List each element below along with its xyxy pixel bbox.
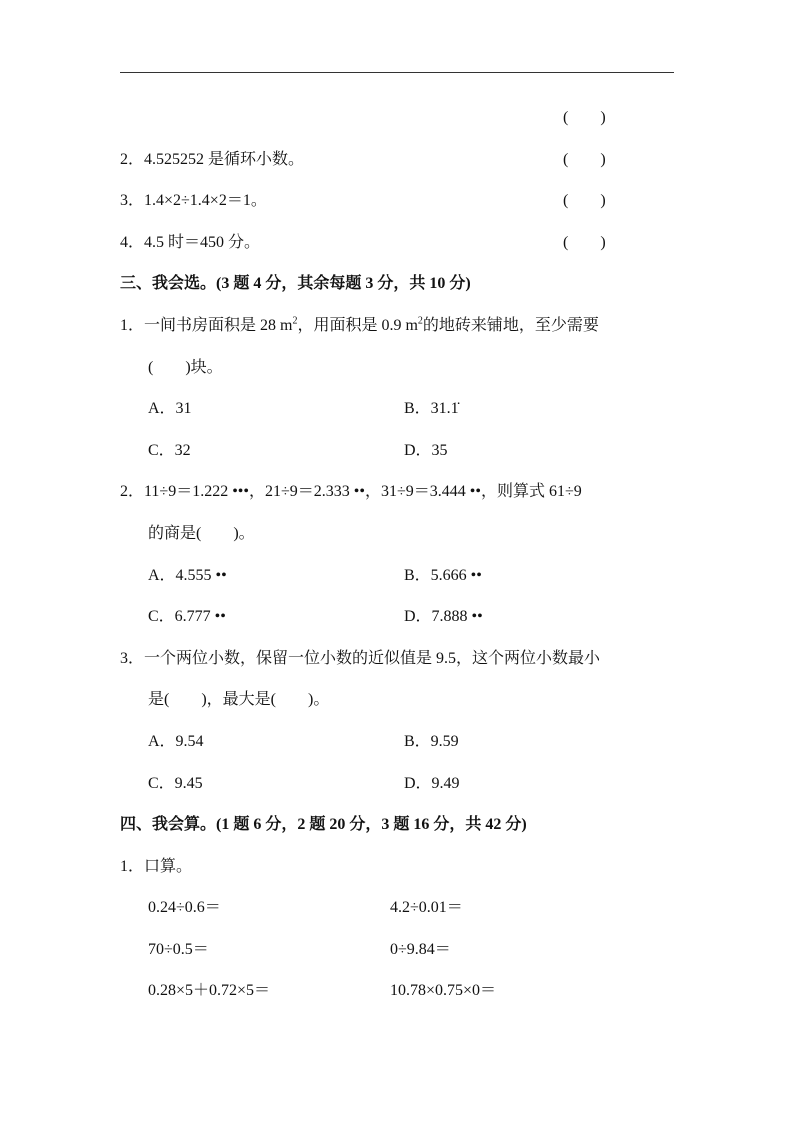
answer-paren[interactable]: ( ) bbox=[563, 150, 606, 168]
question-text: ( )块。 bbox=[148, 358, 223, 376]
judge-item bbox=[120, 97, 680, 139]
option-a[interactable]: A．4.555 •• bbox=[148, 566, 227, 584]
section-title: 四、我会算。(1 题 6 分，2 题 20 分，3 题 16 分，共 42 分) bbox=[120, 816, 527, 834]
question-text: 的商是( )。 bbox=[148, 524, 255, 542]
judge-text: 4．4.5 时＝450 分。 bbox=[120, 233, 261, 251]
option-row bbox=[120, 763, 680, 805]
judge-text: 2．4.525252 是循环小数。 bbox=[120, 150, 305, 168]
judge-item bbox=[120, 222, 680, 264]
superscript: 2 bbox=[417, 315, 423, 327]
option-row bbox=[120, 721, 680, 763]
answer-paren[interactable]: ( ) bbox=[563, 233, 606, 251]
option-c[interactable]: C．6.777 •• bbox=[148, 608, 226, 626]
question-text: 3．一个两位小数，保留一位小数的近似值是 9.5，这个两位小数最小 bbox=[120, 649, 601, 667]
worksheet-body bbox=[120, 97, 680, 1012]
q-text: ，用面积是 0.9 m bbox=[297, 316, 418, 334]
option-c[interactable]: C．9.45 bbox=[148, 774, 203, 792]
option-row bbox=[120, 388, 680, 430]
question-text: 1．口算。 bbox=[120, 857, 193, 875]
question-text: 是( )，最大是( )。 bbox=[148, 691, 330, 709]
option-c[interactable]: C．32 bbox=[148, 441, 191, 459]
answer-paren[interactable]: ( ) bbox=[563, 192, 606, 210]
option-d[interactable]: D．7.888 •• bbox=[404, 608, 483, 626]
option-a[interactable]: A．9.54 bbox=[148, 732, 204, 750]
option-b[interactable]: B．5.666 •• bbox=[404, 566, 482, 584]
answer-paren[interactable]: ( ) bbox=[563, 109, 606, 126]
option-a[interactable]: A．31 bbox=[148, 400, 192, 418]
superscript: 2 bbox=[292, 315, 298, 327]
calc-item: 10.78×0.75×0＝ bbox=[390, 982, 497, 1000]
calc-item: 4.2÷0.01＝ bbox=[390, 899, 463, 917]
option-row bbox=[120, 555, 680, 597]
calc-row bbox=[120, 929, 680, 971]
calc-row bbox=[120, 887, 680, 929]
calc-row bbox=[120, 970, 680, 1012]
question-text: 2．11÷9＝1.222 •••，21÷9＝2.333 ••，31÷9＝3.444 ••，则算式 61÷9 bbox=[120, 483, 582, 501]
option-row bbox=[120, 596, 680, 638]
header-rule bbox=[120, 72, 674, 73]
question-text bbox=[120, 305, 680, 347]
calc-item: 70÷0.5＝ bbox=[148, 940, 209, 958]
judge-item bbox=[120, 139, 680, 181]
calc-item: 0.28×5＋0.72×5＝ bbox=[148, 982, 271, 1000]
option-d[interactable]: D．35 bbox=[404, 441, 448, 459]
section-title: 三、我会选。(3 题 4 分，其余每题 3 分，共 10 分) bbox=[120, 275, 471, 293]
option-row bbox=[120, 430, 680, 472]
judge-item bbox=[120, 180, 680, 222]
option-b[interactable]: B．9.59 bbox=[404, 732, 459, 750]
judge-text: 3．1.4×2÷1.4×2＝1。 bbox=[120, 192, 267, 210]
calc-item: 0.24÷0.6＝ bbox=[148, 899, 221, 917]
option-d[interactable]: D．9.49 bbox=[404, 774, 460, 792]
calc-item: 0÷9.84＝ bbox=[390, 940, 451, 958]
option-b[interactable]: B．31.1̇ bbox=[404, 400, 459, 418]
q-text: 的地砖来铺地，至少需要 bbox=[422, 316, 599, 334]
q-text: 1．一间书房面积是 28 m bbox=[120, 316, 293, 334]
